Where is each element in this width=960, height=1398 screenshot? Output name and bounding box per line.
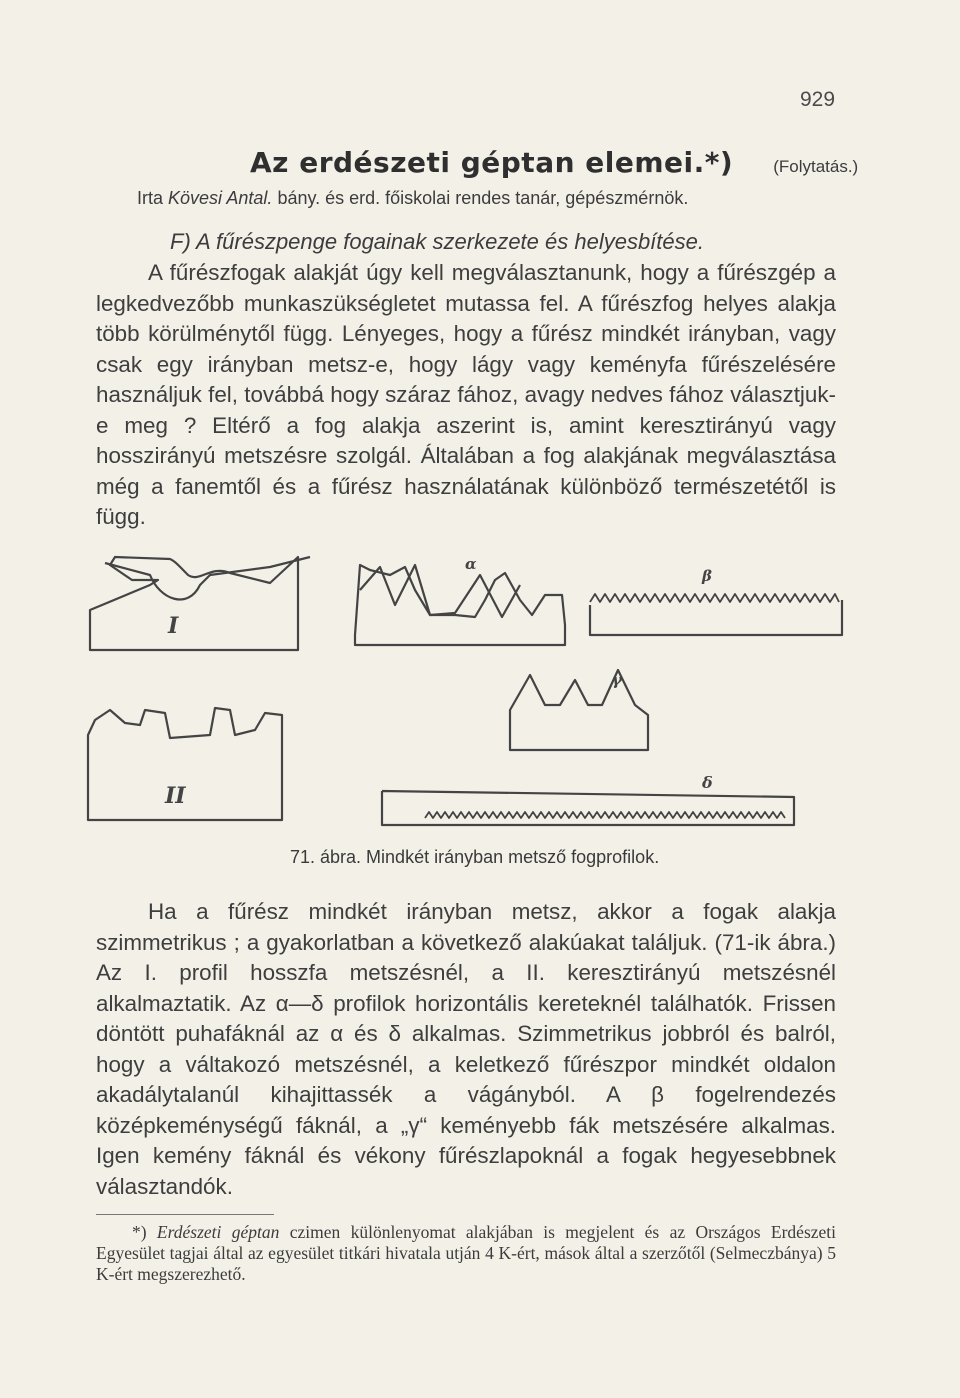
author-name: Kövesi Antal.: [168, 188, 273, 208]
profile-beta-outline: [590, 600, 842, 635]
footnote-italic: Erdészeti géptan: [156, 1222, 280, 1242]
tooth-profile-figure: [70, 545, 870, 845]
figure-caption: 71. ábra. Mindkét irányban metsző fogprofilok.: [290, 847, 660, 867]
profile-1-outline: [90, 557, 298, 650]
footnote-text: czimen különlenyomat alakjában is megjelent és az Országos Erdészeti Egyesület tagjai által az egyesület titkári hivatala utján 4 K-ért, mások által a szerzőtől (Selmeczbánya) 5 K-ért megszerezhető.: [96, 1222, 837, 1284]
label-beta: β: [702, 567, 712, 585]
profile-1-teeth: [105, 557, 310, 599]
section-heading: F) A fűrészpenge fogainak szerkezete és helyesbítése.: [170, 229, 704, 254]
profile-beta-teeth: [590, 594, 839, 602]
paragraph-2: Ha a fűrész mindkét irányban metsz, akkor a fogak alakja szimmetrikus ; a gyakorlatban a következő alakúakat találjuk. (71-ik ábra.) Az I. profil hosszfa metszésnél, a II. keresztirányú metszésnél alkalmaztatik. Az α—δ profilok horizontális kereteknél találhatók. Frissen döntött puhafáknál az α és δ alkalmas. Szimmetrikus jobbról és balról, hogy a váltakozó metszésnél, a keletkező fűrészpor mindkét oldalon akadálytalanúl kihajittassék a vágányból. A β fogelrendezés középkeménységű fáknál, a „γ“ keményebb fák metszésére alkalmas. Igen kemény fáknál és vékony fűrészlapoknál a fogak hegyesebbnek választandók.: [96, 899, 836, 1199]
title-row: [250, 146, 859, 179]
article-title: Az erdészeti géptan elemei.*): [250, 146, 734, 179]
footnote: [96, 1222, 836, 1285]
author-title: bány. és erd. főiskolai rendes tanár, gépészmérnök.: [277, 188, 689, 208]
label-alpha: α: [465, 555, 477, 573]
footnote-marker: *): [132, 1222, 147, 1242]
profile-delta-teeth: [425, 812, 785, 818]
byline: [137, 188, 857, 209]
label-gamma: γ: [612, 671, 622, 689]
paragraph-1: A fűrészfogak alakját úgy kell megválasztanunk, hogy a fűrészgép a legkedvezőbb munkaszükségletet mutassa fel. A fűrészfog helyes alakja több körülménytől függ. Lényeges, hogy a fűrész mindkét irányban, vagy csak egy irányban metsz-e, hogy lágy vagy keményfa fűrészelésére használjuk fel, továbbá hogy száraz fához, avagy nedves fához választjuk-e meg ? Eltérő a fog alakja aszerint is, amint keresztirányú vagy hosszirányú metszésre szolgál. Általában a fog alakjának megválasztása még a fanemtől és a fűrész használatának különböző természetétől is függ.: [96, 260, 836, 529]
label-profile-2: II: [165, 783, 186, 809]
page-number: 929: [800, 88, 836, 111]
byline-prefix: Irta: [137, 188, 164, 208]
label-delta: δ: [702, 773, 713, 792]
continuation-note: (Folytatás.): [773, 157, 859, 176]
profile-gamma-outline: [510, 670, 648, 750]
profile-delta-outline: [382, 791, 794, 825]
label-profile-1: I: [168, 613, 179, 639]
footnote-rule: [96, 1214, 274, 1215]
